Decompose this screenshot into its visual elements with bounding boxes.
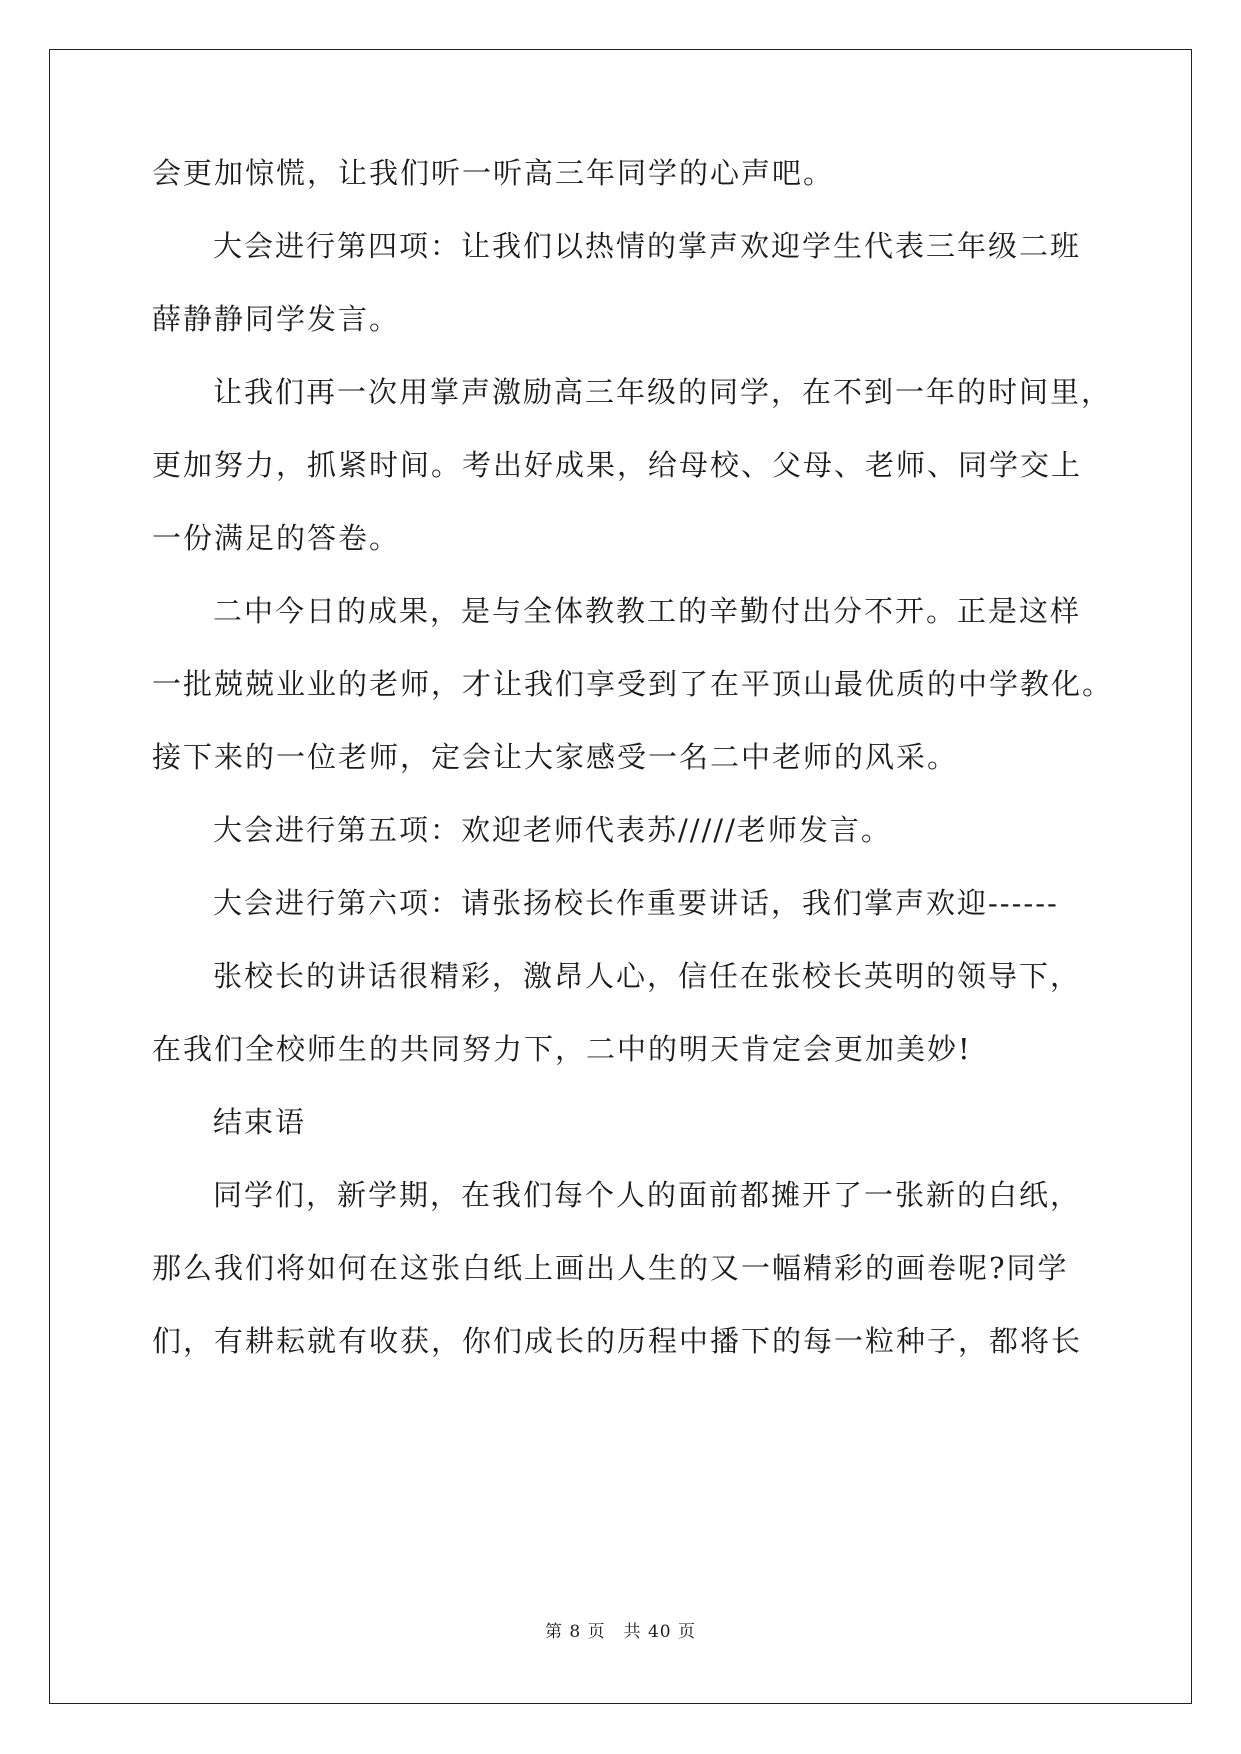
text-line: 让我们再一次用掌声激励高三年级的同学，在不到一年的时间里， [213, 375, 1113, 409]
text-line: 更加努力，抓紧时间。考出好成果，给母校、父母、老师、同学交上 [152, 448, 1083, 482]
text-line: 大会进行第四项：让我们以热情的掌声欢迎学生代表三年级二班 [213, 229, 1082, 263]
text-line: 在我们全校师生的共同努力下，二中的明天肯定会更加美妙! [152, 1032, 972, 1066]
text-line: 们，有耕耘就有收获，你们成长的历程中播下的每一粒种子，都将长 [152, 1324, 1083, 1358]
text-line: 一份满足的答卷。 [152, 521, 401, 555]
text-line: 二中今日的成果，是与全体教教工的辛勤付出分不开。正是这样 [213, 594, 1082, 628]
text-line: 接下来的一位老师，定会让大家感受一名二中老师的风采。 [152, 740, 959, 774]
page-number-footer: 第 8 页 共 40 页 [544, 1622, 697, 1642]
text-line: 薛静静同学发言。 [152, 302, 401, 336]
text-line: 同学们，新学期，在我们每个人的面前都摊开了一张新的白纸， [213, 1178, 1082, 1212]
text-line: 那么我们将如何在这张白纸上画出人生的又一幅精彩的画卷呢?同学 [152, 1251, 1069, 1285]
text-line: 大会进行第五项：欢迎老师代表苏/////老师发言。 [213, 813, 892, 847]
text-line: 大会进行第六项：请张扬校长作重要讲话，我们掌声欢迎------ [213, 886, 1059, 920]
text-line: 一批兢兢业业的老师，才让我们享受到了在平顶山最优质的中学教化。 [152, 667, 1114, 701]
section-heading: 结束语 [213, 1105, 307, 1139]
page-border [49, 49, 1192, 1704]
text-line: 张校长的讲话很精彩，激昂人心，信任在张校长英明的领导下， [213, 959, 1082, 993]
text-line: 会更加惊慌，让我们听一听高三年同学的心声吧。 [152, 156, 835, 190]
